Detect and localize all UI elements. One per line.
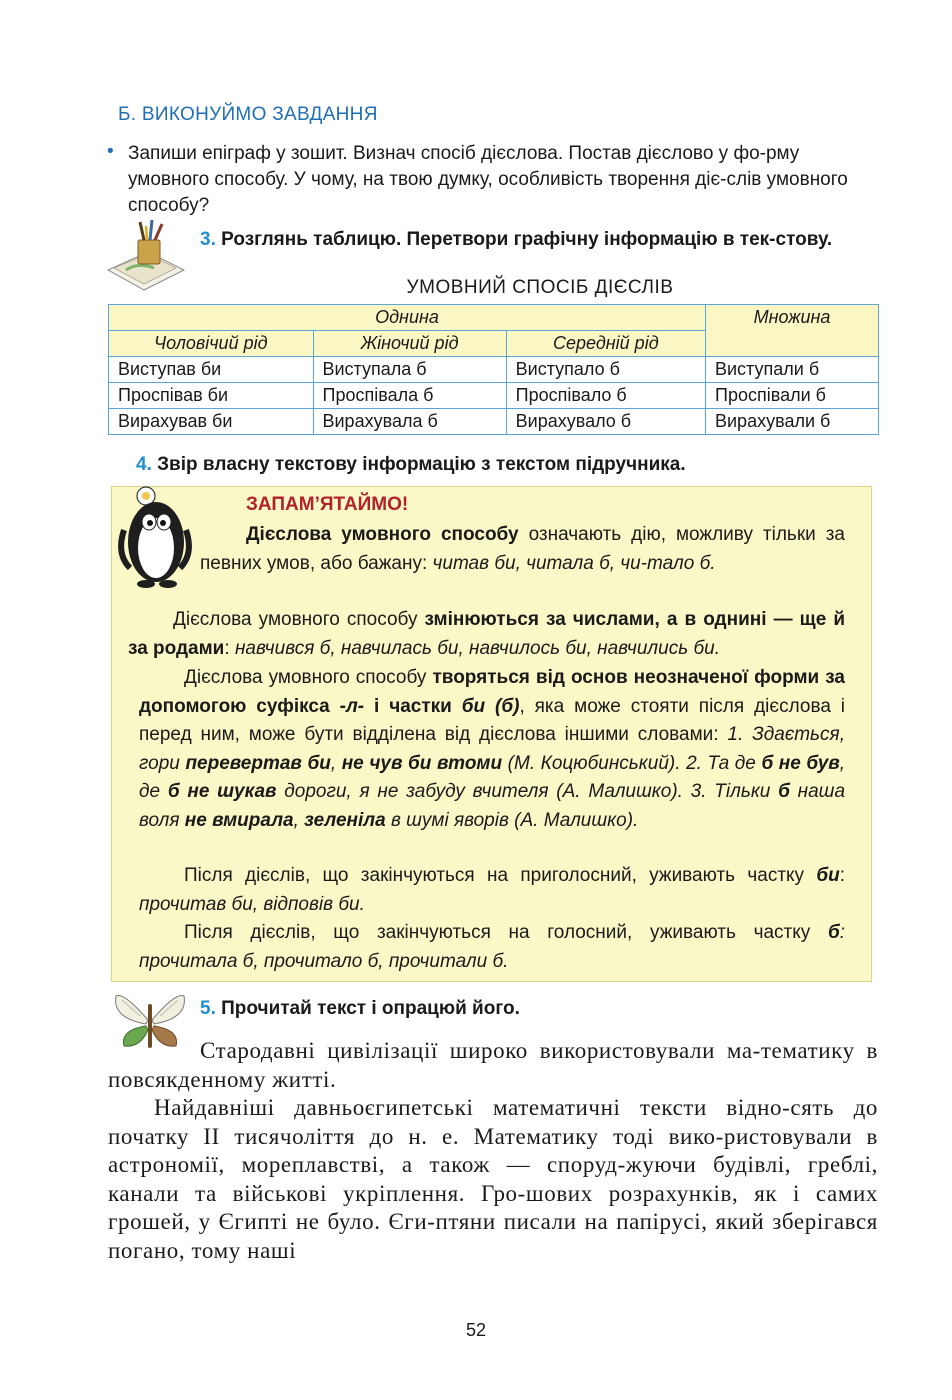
rule-example: : прочитала б, прочитало б, прочитали б. xyxy=(139,922,845,972)
task-4 xyxy=(136,454,686,476)
rule-text: , яка може стояти після дієслова і перед ним, може бути відділена від дієслова іншими словами: xyxy=(139,695,846,745)
rule-paragraph-4 xyxy=(139,862,845,919)
table-header-masculine: Чоловічий рід xyxy=(109,331,314,357)
rule-particle: б xyxy=(827,922,840,943)
rule-example: (М. Коцюбинський). 2. Та де xyxy=(502,752,762,774)
rule-text: : xyxy=(224,637,235,659)
penguin-mascot-icon xyxy=(116,484,196,594)
remember-title: ЗАПАМ’ЯТАЙМО! xyxy=(246,494,409,515)
task-5 xyxy=(200,998,520,1020)
rule-paragraph-2 xyxy=(128,606,845,663)
page-number: 52 xyxy=(465,1320,487,1340)
table-cell: Виступав би xyxy=(109,357,314,383)
task-3 xyxy=(200,226,890,253)
rule-particle: би xyxy=(816,865,840,886)
table-header-feminine: Жіночий рід xyxy=(313,331,506,357)
table-cell: Виступала б xyxy=(313,357,506,383)
task-3-text: Розглянь таблицю. Перетвори графічну інформацію в тек-стову. xyxy=(221,229,833,250)
table-cell: Проспівав би xyxy=(109,383,314,409)
table-cell: Вирахував би xyxy=(109,409,314,435)
rule-emphasis: творяться від основ неозначеної форми за допомогою суфікса xyxy=(139,667,846,717)
table-header-plural: Множина xyxy=(706,305,879,357)
rule-text: : xyxy=(839,865,845,886)
section-heading: Б. ВИКОНУЙМО ЗАВДАННЯ xyxy=(118,104,378,125)
rule-paragraph-1 xyxy=(200,521,845,578)
rule-example: , xyxy=(330,752,342,774)
table-header-singular: Однина xyxy=(109,305,706,331)
reading-paragraph-2: Найдавніші давньоєгипетські математичні тексти відно-сять до початку ІІ тисячоліття до н. е. Математику тоді вико-ристовували в астрономії, мореплавстві, а також — споруд-жуючи будівлі, греблі, канали та військові укріплення. Гро-шових розрахунків, як і самих грошей, у Єгипті не було. Єги-птяни писали на папірусі, який зберігався погано, тому наші xyxy=(108,1095,878,1263)
table-header-neuter: Середній рід xyxy=(506,331,705,357)
rule-example: прочитав би, відповів би. xyxy=(139,893,365,915)
table-cell: Виступали б xyxy=(706,357,879,383)
table-cell: Вирахували б xyxy=(706,409,879,435)
rule-example: 1. Здається, гори xyxy=(139,724,845,774)
table-cell: Виступало б xyxy=(506,357,705,383)
bullet-marker: • xyxy=(107,141,114,162)
rule-paragraph-5 xyxy=(139,919,845,976)
rule-example-bold: б xyxy=(778,781,790,802)
rule-particle: би (б) xyxy=(461,695,520,717)
table-row xyxy=(109,409,879,435)
rule-text: Після дієслів, що закінчуються на голосний, уживають частку xyxy=(184,922,828,943)
task-5-text: Прочитай текст і опрацюй його. xyxy=(221,998,520,1019)
rule-example-bold: не чув би втоми xyxy=(341,752,503,774)
rule-example: навчився б, навчилась би, навчилось би, навчились би. xyxy=(234,637,721,659)
rule-emphasis: змінюються за числами, а в однині — ще й за родами xyxy=(128,609,846,659)
rule-text: Дієслова умовного способу xyxy=(173,609,425,630)
rule-text: означають дію, можливу тільки за певних умов, або бажану: xyxy=(200,524,845,574)
rule-text: Після дієслів, що закінчуються на приголосний, уживають частку xyxy=(184,865,817,886)
rule-example-bold: перевертав би xyxy=(185,752,331,774)
rule-paragraph-3 xyxy=(139,664,845,835)
table-row xyxy=(109,383,879,409)
table-row xyxy=(109,357,879,383)
task-5-number: 5. xyxy=(200,998,216,1019)
task-4-number: 4. xyxy=(136,454,152,475)
table-title: УМОВНИЙ СПОСІБ ДІЄСЛІВ xyxy=(406,277,674,298)
reading-paragraph-1: Стародавні цивілізації широко використовували ма-тематику в повсякденному житті. xyxy=(108,1038,878,1092)
rule-example-bold: не вмирала xyxy=(184,809,294,831)
rule-example: , де xyxy=(139,752,846,802)
table-cell: Проспівали б xyxy=(706,383,879,409)
rule-suffix: -л- xyxy=(339,695,365,717)
task-4-text: Звір власну текстову інформацію з текстом підручника. xyxy=(157,454,686,475)
rule-emphasis: і частки xyxy=(364,695,462,717)
bullet-task-text: Запиши епіграф у зошит. Визнач спосіб дієслова. Постав дієслово у фо-рму умовного способу. У чому, на твою думку, особливість творення діє-слів умовного способу? xyxy=(128,143,848,216)
rule-example-bold: б не був xyxy=(761,752,840,774)
conditional-mood-table xyxy=(108,304,879,435)
table-cell: Вирахувало б xyxy=(506,409,705,435)
rule-example: читав би, читала б, чи-тало б. xyxy=(432,552,716,574)
rule-example: в шумі яворів (А. Малишко). xyxy=(385,809,639,831)
table-cell: Проспівало б xyxy=(506,383,705,409)
rule-example: , xyxy=(293,809,305,831)
rule-text: Дієслова умовного способу xyxy=(184,667,433,688)
task-3-number: 3. xyxy=(200,229,216,250)
table-cell: Проспівала б xyxy=(313,383,506,409)
rule-example-bold: зеленіла xyxy=(304,809,386,831)
rule-example: дороги, я не забуду вчителя (А. Малишко). 3. Тільки xyxy=(276,781,779,802)
rule-example-bold: б не шукав xyxy=(167,781,277,802)
rule-term: Дієслова умовного способу xyxy=(246,524,519,545)
rule-example: наша воля xyxy=(139,781,846,831)
table-cell: Вирахувала б xyxy=(313,409,506,435)
